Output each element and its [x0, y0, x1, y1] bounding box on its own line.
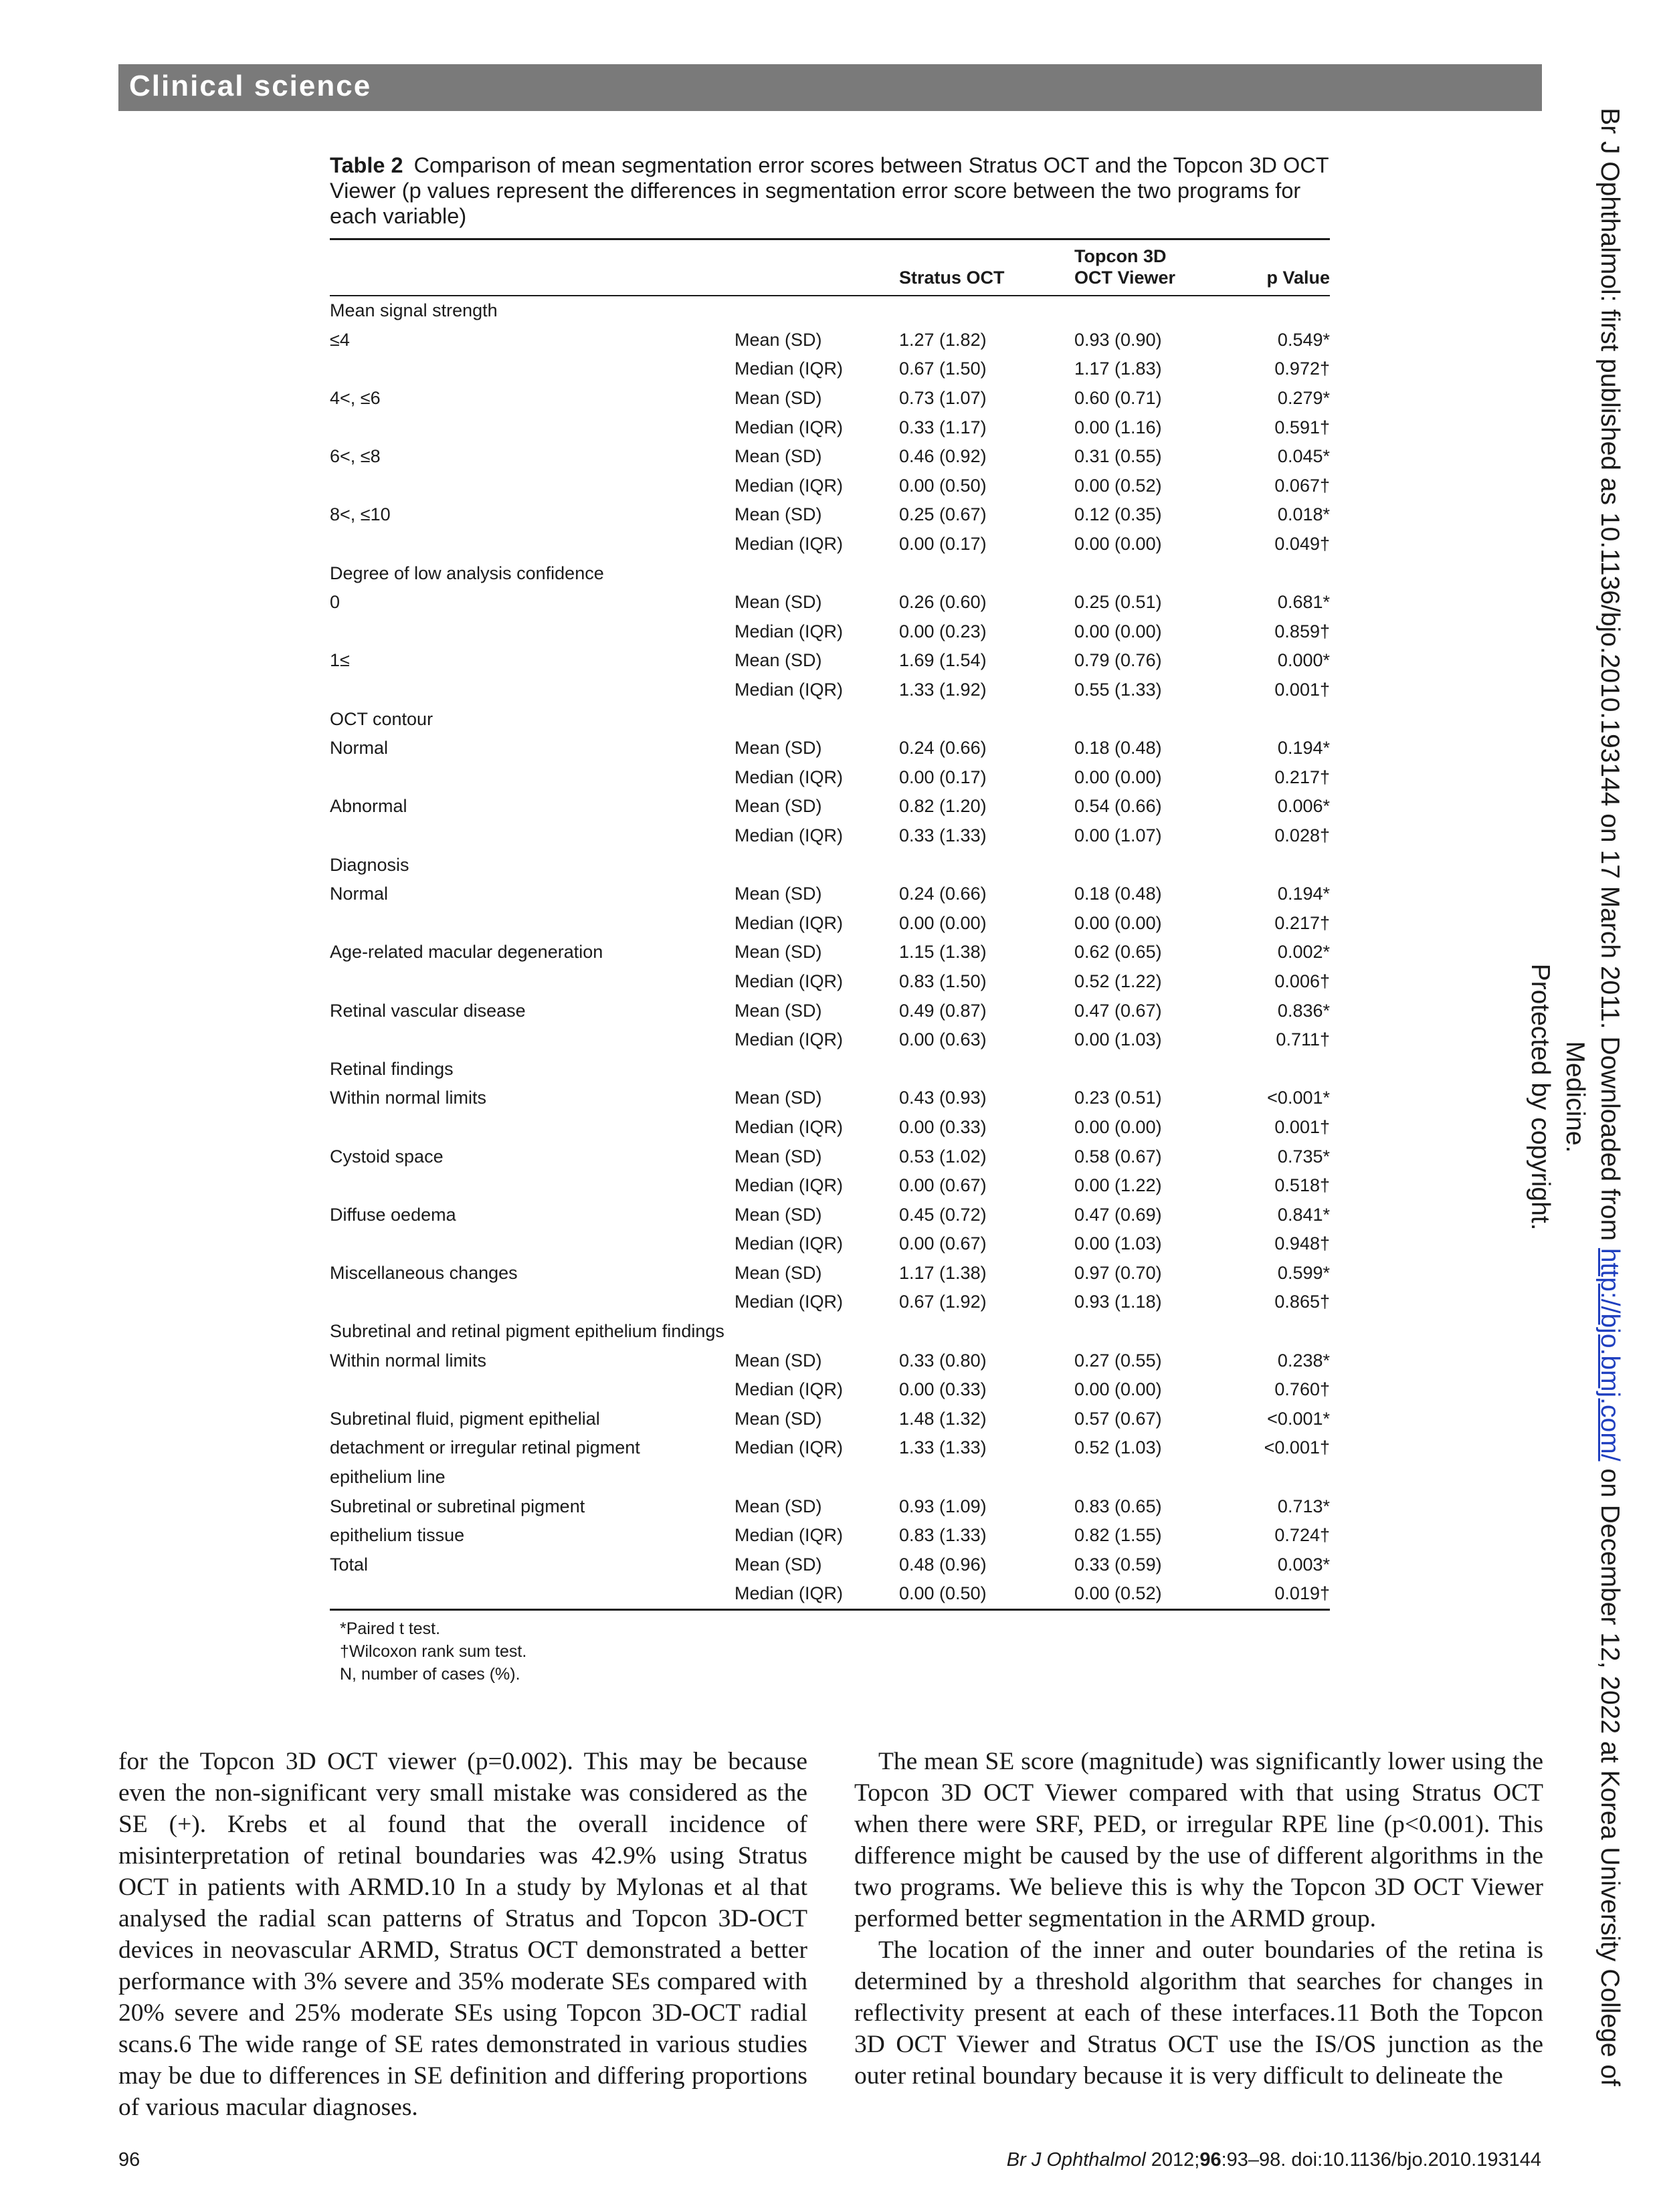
p-value: 0.194*	[1277, 738, 1330, 759]
table-row	[330, 500, 1330, 530]
footnote: *Paired t test.	[340, 1619, 441, 1638]
p-value: 0.217†	[1274, 767, 1330, 787]
header-topcon: Topcon 3D OCT Viewer	[1074, 246, 1176, 288]
row-label: Retinal findings	[330, 1058, 454, 1079]
row-label: Mean signal strength	[330, 300, 498, 321]
p-value: 0.002*	[1277, 942, 1330, 963]
stratus-value: 0.67 (1.92)	[899, 1292, 987, 1312]
row-statistic: Mean (SD)	[735, 1146, 822, 1167]
stratus-value: 1.48 (1.32)	[899, 1408, 987, 1429]
row-statistic: Mean (SD)	[735, 796, 822, 817]
stratus-value: 0.00 (0.33)	[899, 1116, 987, 1137]
row-statistic: Mean (SD)	[735, 1088, 822, 1108]
row-statistic	[735, 296, 899, 326]
p-value: 0.599*	[1277, 1262, 1330, 1283]
table-row	[330, 296, 1330, 326]
row-label: Cystoid space	[330, 1146, 444, 1167]
table-row	[330, 326, 1330, 355]
row-label: Miscellaneous changes	[330, 1262, 518, 1283]
row-label: Within normal limits	[330, 1350, 487, 1371]
stratus-value: 1.33 (1.92)	[899, 680, 987, 700]
topcon-value: 0.52 (1.22)	[1074, 971, 1162, 991]
row-statistic	[735, 850, 899, 880]
stratus-value	[899, 559, 1074, 588]
stratus-value: 0.43 (0.93)	[899, 1088, 987, 1108]
stratus-value: 1.69 (1.54)	[899, 650, 987, 671]
row-label	[330, 1375, 735, 1405]
row-label	[330, 1025, 735, 1055]
topcon-value: 0.00 (0.00)	[1074, 767, 1162, 787]
topcon-value: 0.00 (0.00)	[1074, 912, 1162, 933]
topcon-value: 0.27 (0.55)	[1074, 1350, 1162, 1371]
row-label	[330, 908, 735, 938]
row-statistic: Mean (SD)	[735, 1204, 822, 1225]
stratus-value: 0.24 (0.66)	[899, 738, 987, 759]
p-value: 0.972†	[1274, 359, 1330, 379]
table-row	[330, 908, 1330, 938]
p-value: 0.018*	[1277, 504, 1330, 525]
header-p-value: p Value	[1266, 268, 1330, 288]
topcon-value: 0.00 (0.00)	[1074, 534, 1162, 555]
stratus-value: 0.00 (0.17)	[899, 767, 987, 787]
topcon-value: 0.58 (0.67)	[1074, 1146, 1162, 1167]
stratus-value: 0.33 (1.33)	[899, 825, 987, 845]
p-value: 0.194*	[1277, 884, 1330, 904]
stratus-value	[899, 1054, 1074, 1084]
topcon-value: 0.55 (1.33)	[1074, 680, 1162, 700]
table-row	[330, 559, 1330, 588]
p-value: 0.724†	[1274, 1525, 1330, 1546]
topcon-value: 1.17 (1.83)	[1074, 359, 1162, 379]
row-label	[330, 1171, 735, 1201]
topcon-value: 0.93 (0.90)	[1074, 329, 1162, 350]
table-row	[330, 734, 1330, 763]
table-row	[330, 850, 1330, 880]
body-paragraph: for the Topcon 3D OCT viewer (p=0.002). This may be because even the non-significant very small mistake was considered as the SE (+). Krebs et al found that the overall incidence of misinterpretation of retinal boundaries was 42.9% using Stratus OCT in patients with ARMD.10 In a study by Mylonas et al that analysed the radial scan patterns of Stratus and Topcon 3D-OCT devices in neovascular ARMD, Stratus OCT demonstrated a better performance with 3% severe and 35% moderate SEs compared with 20% severe and 25% moderate SEs using Topcon 3D-OCT radial scans.6 The wide range of SE rates demonstrated in various studies may be due to differences in SE definition and differing proportions of various macular diagnoses.	[118, 1748, 807, 2121]
row-label: 4<, ≤6	[330, 388, 381, 409]
comparison-table	[330, 238, 1330, 1611]
row-statistic: Mean (SD)	[735, 1554, 822, 1575]
table-row	[330, 1054, 1330, 1084]
table-row	[330, 1025, 1330, 1055]
topcon-value: 0.00 (1.07)	[1074, 825, 1162, 845]
table-row	[330, 355, 1330, 384]
topcon-value: 0.00 (0.52)	[1074, 475, 1162, 496]
topcon-value	[1074, 296, 1238, 326]
watermark-line-1: Br J Ophthalmol: first published as 10.1136/bjo.2010.193144 on 17 March 2011. Downloaded from http://bjo.bmj.com/ on December 12, 2022 at Korea University College of Medicine.	[1561, 108, 1624, 2086]
row-label: Total	[330, 1554, 369, 1575]
row-statistic: Median (IQR)	[735, 680, 844, 700]
topcon-value: 0.83 (0.65)	[1074, 1496, 1162, 1516]
table-row	[330, 1142, 1330, 1171]
table-row	[330, 792, 1330, 821]
p-value: 0.001†	[1274, 1116, 1330, 1137]
table-row	[330, 1463, 1330, 1492]
table-row	[330, 1259, 1330, 1288]
topcon-value	[1074, 559, 1238, 588]
row-label: Retinal vascular disease	[330, 1000, 526, 1021]
p-value: 0.591†	[1274, 417, 1330, 437]
stratus-value: 0.46 (0.92)	[899, 446, 987, 467]
row-label: Normal	[330, 884, 389, 904]
journal-citation: Br J Ophthalmol 2012;96:93–98. doi:10.1136/bjo.2010.193144	[1006, 2149, 1541, 2171]
stratus-value: 0.83 (1.33)	[899, 1525, 987, 1546]
stratus-value	[899, 850, 1074, 880]
table-caption-text: Comparison of mean segmentation error scores between Stratus OCT and the Topcon 3D OCT Viewer (p values represent the differences in segmentation error score between the two programs for each variable)	[330, 153, 1329, 228]
p-value	[1238, 704, 1330, 734]
row-label: Diagnosis	[330, 854, 409, 875]
topcon-value: 0.97 (0.70)	[1074, 1262, 1162, 1283]
topcon-value: 0.93 (1.18)	[1074, 1292, 1162, 1312]
row-statistic: Mean (SD)	[735, 1408, 822, 1429]
row-statistic: Median (IQR)	[735, 971, 844, 991]
row-label	[330, 1229, 735, 1259]
stratus-value: 0.00 (0.23)	[899, 621, 987, 641]
stratus-value: 0.73 (1.07)	[899, 388, 987, 409]
stratus-value: 0.45 (0.72)	[899, 1204, 987, 1225]
stratus-value: 0.24 (0.66)	[899, 884, 987, 904]
row-statistic: Mean (SD)	[735, 650, 822, 671]
page-number: 96	[118, 2149, 140, 2171]
table-row	[330, 967, 1330, 997]
row-statistic	[735, 1054, 899, 1084]
p-value: 0.713*	[1277, 1496, 1330, 1516]
table-caption-label: Table 2	[330, 153, 403, 177]
topcon-value: 0.12 (0.35)	[1074, 504, 1162, 525]
p-value: 0.518†	[1274, 1175, 1330, 1196]
p-value: 0.217†	[1274, 912, 1330, 933]
row-statistic: Median (IQR)	[735, 534, 844, 555]
row-statistic: Median (IQR)	[735, 1379, 844, 1400]
row-statistic: Mean (SD)	[735, 446, 822, 467]
row-statistic: Median (IQR)	[735, 1116, 844, 1137]
table-row	[330, 646, 1330, 676]
topcon-value	[1074, 704, 1238, 734]
table-row	[330, 472, 1330, 501]
table-row	[330, 821, 1330, 851]
row-label: Within normal limits	[330, 1088, 487, 1108]
p-value: <0.001*	[1267, 1408, 1330, 1429]
row-label: 1≤	[330, 650, 350, 671]
row-label: Subretinal fluid, pigment epithelial	[330, 1408, 600, 1429]
p-value: 0.028†	[1274, 825, 1330, 845]
topcon-value	[1074, 1054, 1238, 1084]
table-row	[330, 1405, 1330, 1434]
row-label: epithelium tissue	[330, 1525, 465, 1546]
row-statistic: Median (IQR)	[735, 359, 844, 379]
body-column-right	[854, 1746, 1543, 2092]
row-label: ≤4	[330, 329, 350, 350]
topcon-value: 0.18 (0.48)	[1074, 738, 1162, 759]
topcon-value: 0.00 (0.00)	[1074, 1379, 1162, 1400]
table-row	[330, 588, 1330, 617]
stratus-value: 0.49 (0.87)	[899, 1000, 987, 1021]
table-row	[330, 530, 1330, 559]
row-statistic: Median (IQR)	[735, 767, 844, 787]
row-statistic: Mean (SD)	[735, 884, 822, 904]
header-stratus: Stratus OCT	[899, 268, 1005, 288]
row-label	[330, 763, 735, 793]
row-statistic: Median (IQR)	[735, 1583, 844, 1604]
topcon-value: 0.54 (0.66)	[1074, 796, 1162, 817]
p-value: 0.003*	[1277, 1554, 1330, 1575]
table-row	[330, 1084, 1330, 1113]
row-label	[330, 530, 735, 559]
stratus-value: 0.33 (0.80)	[899, 1350, 987, 1371]
table-row	[330, 1375, 1330, 1405]
stratus-value: 0.48 (0.96)	[899, 1554, 987, 1575]
journal-site-link[interactable]: http://bjo.bmj.com/	[1595, 1247, 1624, 1462]
table-row	[330, 1492, 1330, 1521]
table-row	[330, 413, 1330, 442]
table-row	[330, 996, 1330, 1025]
row-label	[330, 413, 735, 442]
topcon-value	[1074, 850, 1238, 880]
table-row	[330, 1521, 1330, 1550]
row-statistic: Median (IQR)	[735, 1029, 844, 1050]
row-statistic: Median (IQR)	[735, 1437, 844, 1458]
row-statistic: Median (IQR)	[735, 621, 844, 641]
p-value: 0.841*	[1277, 1204, 1330, 1225]
row-label: 6<, ≤8	[330, 446, 381, 467]
row-label: Subretinal and retinal pigment epithelium findings	[330, 1321, 724, 1342]
topcon-value: 0.33 (0.59)	[1074, 1554, 1162, 1575]
p-value: 0.019†	[1274, 1583, 1330, 1604]
topcon-value: 0.00 (1.16)	[1074, 417, 1162, 437]
row-label	[330, 355, 735, 384]
row-statistic: Median (IQR)	[735, 912, 844, 933]
row-label	[330, 1288, 735, 1317]
row-statistic: Mean (SD)	[735, 592, 822, 613]
topcon-value: 0.47 (0.69)	[1074, 1204, 1162, 1225]
p-value: <0.001*	[1267, 1088, 1330, 1108]
row-statistic: Mean (SD)	[735, 1000, 822, 1021]
table-row	[330, 1288, 1330, 1317]
row-label	[330, 617, 735, 647]
table-row	[330, 676, 1330, 705]
stratus-value: 0.33 (1.17)	[899, 417, 987, 437]
stratus-value: 0.00 (0.63)	[899, 1029, 987, 1050]
topcon-value: 0.60 (0.71)	[1074, 388, 1162, 409]
row-label: 0	[330, 592, 340, 613]
row-label: Diffuse oedema	[330, 1204, 456, 1225]
stratus-value: 0.93 (1.09)	[899, 1496, 987, 1516]
p-value: 0.836*	[1277, 1000, 1330, 1021]
stratus-value: 0.00 (0.00)	[899, 912, 987, 933]
row-statistic	[735, 1317, 899, 1346]
table-row	[330, 1317, 1330, 1346]
table-row	[330, 617, 1330, 647]
stratus-value: 0.83 (1.50)	[899, 971, 987, 991]
row-label: Age-related macular degeneration	[330, 942, 603, 963]
table-2	[330, 153, 1330, 1686]
topcon-value	[1074, 1317, 1238, 1346]
row-statistic: Median (IQR)	[735, 475, 844, 496]
p-value: 0.049†	[1274, 534, 1330, 555]
row-statistic: Mean (SD)	[735, 329, 822, 350]
row-label: Abnormal	[330, 796, 407, 817]
stratus-value: 0.82 (1.20)	[899, 796, 987, 817]
row-statistic: Median (IQR)	[735, 1175, 844, 1196]
table-row	[330, 704, 1330, 734]
stratus-value: 1.15 (1.38)	[899, 942, 987, 963]
row-statistic: Median (IQR)	[735, 417, 844, 437]
row-label: epithelium line	[330, 1467, 446, 1488]
row-label: Normal	[330, 738, 389, 759]
topcon-value: 0.00 (1.03)	[1074, 1029, 1162, 1050]
p-value	[1238, 559, 1330, 588]
p-value: 0.001†	[1274, 680, 1330, 700]
table-row	[330, 938, 1330, 967]
row-label	[330, 472, 735, 501]
topcon-value: 0.18 (0.48)	[1074, 884, 1162, 904]
row-label: Subretinal or subretinal pigment	[330, 1496, 585, 1516]
p-value: 0.735*	[1277, 1146, 1330, 1167]
p-value: 0.000*	[1277, 650, 1330, 671]
stratus-value	[899, 704, 1074, 734]
topcon-value: 0.00 (1.22)	[1074, 1175, 1162, 1196]
p-value: 0.760†	[1274, 1379, 1330, 1400]
p-value	[1238, 850, 1330, 880]
table-row	[330, 1550, 1330, 1580]
table-row	[330, 1200, 1330, 1229]
p-value: 0.279*	[1277, 388, 1330, 409]
row-label: detachment or irregular retinal pigment	[330, 1437, 640, 1458]
row-label	[330, 1113, 735, 1142]
stratus-value: 0.00 (0.67)	[899, 1233, 987, 1254]
topcon-value: 0.82 (1.55)	[1074, 1525, 1162, 1546]
topcon-value: 0.57 (0.67)	[1074, 1408, 1162, 1429]
stratus-value: 0.00 (0.33)	[899, 1379, 987, 1400]
footnote: †Wilcoxon rank sum test.	[340, 1641, 527, 1661]
table-row	[330, 763, 1330, 793]
p-value	[1238, 296, 1330, 326]
p-value	[1238, 1317, 1330, 1346]
table-row	[330, 1171, 1330, 1201]
body-paragraph: The mean SE score (magnitude) was significantly lower using the Topcon 3D OCT Viewer compared with that using Stratus OCT when there were SRF, PED, or irregular RPE line (p<0.001). This difference might be caused by the use of different algorithms in the two programs. We believe this is why the Topcon 3D OCT Viewer performed better segmentation in the ARMD group.	[854, 1748, 1543, 1932]
row-label: Degree of low analysis confidence	[330, 563, 604, 583]
stratus-value: 0.53 (1.02)	[899, 1146, 987, 1167]
stratus-value: 0.26 (0.60)	[899, 592, 987, 613]
row-statistic: Mean (SD)	[735, 388, 822, 409]
stratus-value: 0.67 (1.50)	[899, 359, 987, 379]
stratus-value: 1.27 (1.82)	[899, 329, 987, 350]
p-value: 0.681*	[1277, 592, 1330, 613]
stratus-value: 0.00 (0.67)	[899, 1175, 987, 1196]
row-statistic	[735, 1463, 899, 1492]
row-statistic	[735, 704, 899, 734]
row-label: 8<, ≤10	[330, 504, 391, 525]
topcon-value: 0.00 (0.00)	[1074, 621, 1162, 641]
stratus-value	[899, 1463, 1074, 1492]
topcon-value: 0.62 (0.65)	[1074, 942, 1162, 963]
table-row	[330, 1433, 1330, 1463]
stratus-value: 1.33 (1.33)	[899, 1437, 987, 1458]
table-row	[330, 1579, 1330, 1609]
table-row	[330, 442, 1330, 472]
row-statistic: Median (IQR)	[735, 1525, 844, 1546]
row-label	[330, 1579, 735, 1609]
p-value: 0.006†	[1274, 971, 1330, 991]
stratus-value: 0.00 (0.50)	[899, 475, 987, 496]
row-statistic: Median (IQR)	[735, 1233, 844, 1254]
p-value	[1238, 1463, 1330, 1492]
topcon-value: 0.52 (1.03)	[1074, 1437, 1162, 1458]
table-row	[330, 1346, 1330, 1375]
row-statistic: Mean (SD)	[735, 1262, 822, 1283]
table-header-row	[330, 239, 1330, 296]
body-column-left	[118, 1746, 807, 2123]
row-label	[330, 821, 735, 851]
table-row	[330, 880, 1330, 909]
p-value: 0.865†	[1274, 1292, 1330, 1312]
table-caption	[330, 153, 1330, 229]
topcon-value: 0.00 (1.03)	[1074, 1233, 1162, 1254]
p-value: 0.006*	[1277, 796, 1330, 817]
row-statistic: Mean (SD)	[735, 504, 822, 525]
p-value: 0.067†	[1274, 475, 1330, 496]
topcon-value: 0.25 (0.51)	[1074, 592, 1162, 613]
row-statistic: Mean (SD)	[735, 942, 822, 963]
topcon-value: 0.31 (0.55)	[1074, 446, 1162, 467]
topcon-value: 0.23 (0.51)	[1074, 1088, 1162, 1108]
stratus-value	[899, 296, 1074, 326]
topcon-value: 0.79 (0.76)	[1074, 650, 1162, 671]
footnote: N, number of cases (%).	[340, 1664, 520, 1684]
p-value: 0.549*	[1277, 329, 1330, 350]
row-label	[330, 967, 735, 997]
p-value: <0.001†	[1264, 1437, 1330, 1458]
row-statistic: Mean (SD)	[735, 1496, 822, 1516]
topcon-value	[1074, 1463, 1238, 1492]
section-label: Clinical science	[129, 70, 372, 102]
section-header-bar	[118, 64, 1542, 111]
stratus-value: 1.17 (1.38)	[899, 1262, 987, 1283]
topcon-value: 0.00 (0.00)	[1074, 1116, 1162, 1137]
table-row	[330, 1229, 1330, 1259]
p-value: 0.948†	[1274, 1233, 1330, 1254]
topcon-value: 0.47 (0.67)	[1074, 1000, 1162, 1021]
table-footnotes	[330, 1617, 1330, 1686]
table-row	[330, 1113, 1330, 1142]
row-statistic: Mean (SD)	[735, 738, 822, 759]
p-value: 0.045*	[1277, 446, 1330, 467]
row-label: OCT contour	[330, 708, 433, 729]
p-value	[1238, 1054, 1330, 1084]
body-paragraph: The location of the inner and outer boundaries of the retina is determined by a threshold algorithm that searches for changes in reflectivity present at each of these interfaces.11 Both the Topcon 3D OCT Viewer and Stratus OCT use the IS/OS junction as the outer retinal boundary because it is very difficult to delineate the	[854, 1936, 1543, 2090]
p-value: 0.859†	[1274, 621, 1330, 641]
row-statistic: Mean (SD)	[735, 1350, 822, 1371]
row-statistic	[735, 559, 899, 588]
watermark-line-2: Protected by copyright.	[1526, 963, 1555, 1231]
topcon-value: 0.00 (0.52)	[1074, 1583, 1162, 1604]
row-label	[330, 676, 735, 705]
stratus-value: 0.00 (0.50)	[899, 1583, 987, 1604]
p-value: 0.711†	[1276, 1029, 1330, 1050]
table-row	[330, 384, 1330, 413]
stratus-value: 0.25 (0.67)	[899, 504, 987, 525]
stratus-value	[899, 1317, 1074, 1346]
row-statistic: Median (IQR)	[735, 825, 844, 845]
p-value: 0.238*	[1277, 1350, 1330, 1371]
stratus-value: 0.00 (0.17)	[899, 534, 987, 555]
row-statistic: Median (IQR)	[735, 1292, 844, 1312]
